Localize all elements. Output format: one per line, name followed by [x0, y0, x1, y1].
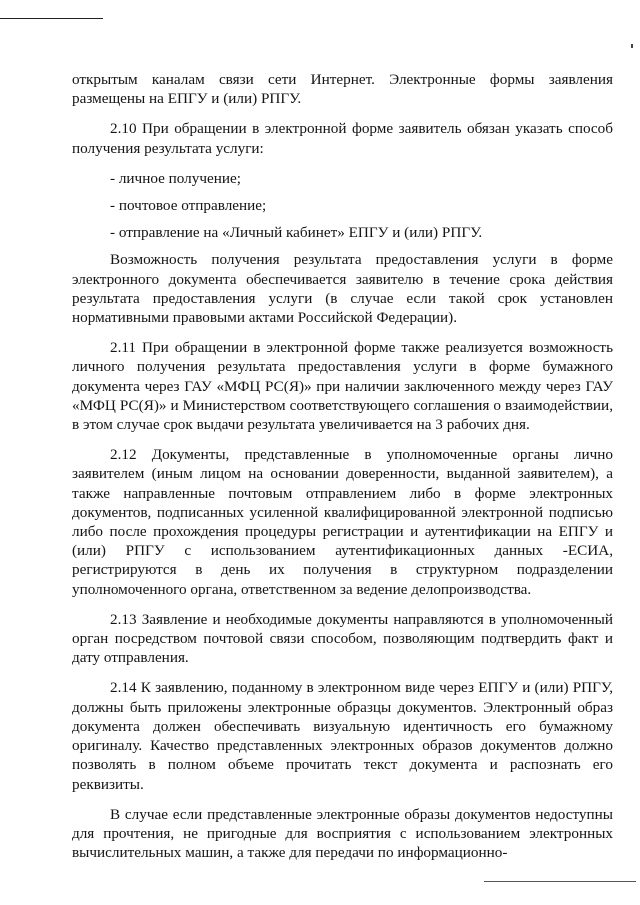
paragraph-possibility: Возможность получения результата предоставления услуги в форме электронного документа обеспечивается заявителю в течение срока действия результата предоставления услуги (в случае если такой срок установлен нормативными правовыми актами Российской Федерации). [72, 251, 613, 327]
list-item-post: - почтовое отправление; [110, 197, 267, 215]
paragraph-2-11: 2.11 При обращении в электронной форме также реализуется возможность личного получения результата предоставления услуги в форме бумажного документа через ГАУ «МФЦ РС(Я)» при наличии заключенного между через ГАУ «МФЦ РС(Я)» и Министерством соответствующего соглашения о взаимодействии, в этом случае срок выдачи результата увеличивается на 3 рабочих дня. [72, 339, 613, 434]
paragraph-continuation: открытым каналам связи сети Интернет. Электронные формы заявления размещены на ЕПГУ и (или) РПГУ. [72, 71, 613, 108]
paragraph-2-14: 2.14 К заявлению, поданному в электронном виде через ЕПГУ и (или) РПГУ, должны быть приложены электронные образцы документов. Электронный образ документа должен обеспечивать визуальную идентичность его бумажному оригиналу. Качество представленных электронных образов документов должно позволять в полном объеме прочитать текст документа и распознать его реквизиты. [72, 679, 613, 793]
list-item-personal: - личное получение; [110, 169, 241, 187]
paragraph-unavailable: В случае если представленные электронные образы документов недоступны для прочтения, не пригодные для восприятия с использованием электронных вычислительных машин, а также для передачи по информационно- [72, 805, 613, 862]
list-item-cabinet: - отправление на «Личный кабинет» ЕПГУ и (или) РПГУ. [110, 224, 483, 242]
paragraph-2-13: 2.13 Заявление и необходимые документы направляются в уполномоченный орган посредством почтовой связи способом, позволяющим подтвердить факт и дату отправления. [72, 610, 613, 667]
top-rule-line [0, 18, 103, 19]
bottom-rule-line [484, 881, 636, 882]
scan-speck [631, 44, 633, 48]
paragraph-2-10: 2.10 При обращении в электронной форме заявитель обязан указать способ получения результата услуги: [72, 120, 613, 157]
document-page [72, 70, 613, 873]
paragraph-2-12: 2.12 Документы, представленные в уполномоченные органы лично заявителем (иным лицом на основании доверенности, выданной заявителем), а также направленные почтовым отправлением либо в форме электронных документов, подписанных усиленной квалифицированной электронной подписью либо после прохождения процедуры регистрации и аутентификации на ЕПГУ и (или) РПГУ с использованием аутентификационных данных -ЕСИА, регистрируются в день их получения в структурном подразделении уполномоченного органа, ответственном за ведение делопроизводства. [72, 446, 613, 598]
